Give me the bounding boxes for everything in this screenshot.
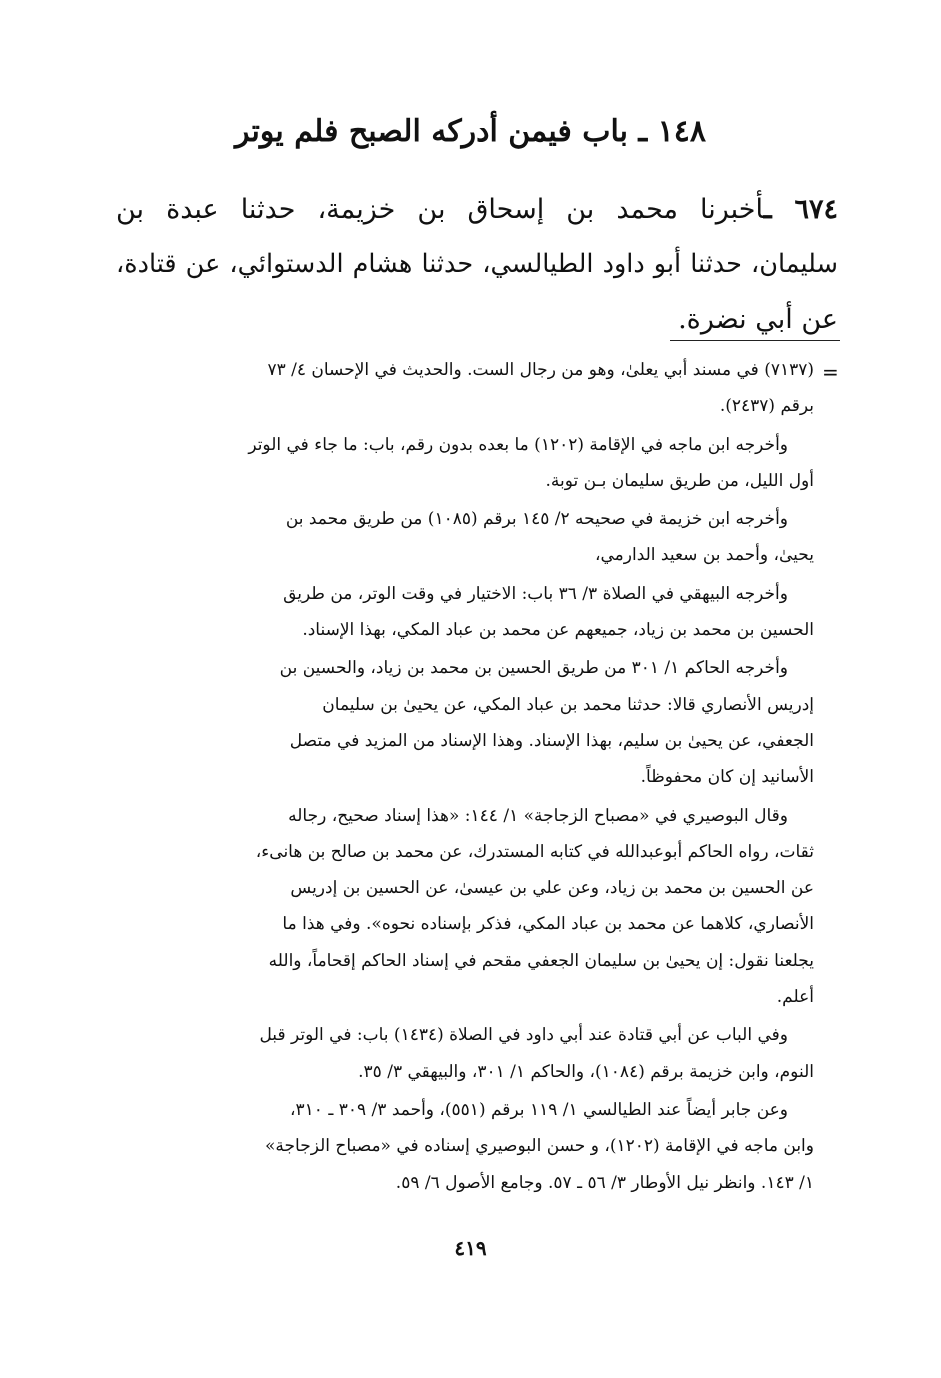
hadith-line: عن أبي نضرة. bbox=[678, 304, 838, 335]
footnote-line: وأخرجه البيهقي في الصلاة ٣/ ٣٦ باب: الاختيار في وقت الوتر، من طريق bbox=[283, 583, 788, 604]
footnote-line: وقال البوصيري في «مصباح الزجاجة» ١/ ١٤٤: «هذا إسناد صحيح، رجاله bbox=[288, 805, 788, 826]
footnotes bbox=[118, 352, 814, 1203]
footnote-line: الجعفي، عن يحيىٰ بن سليم، بهذا الإسناد. وهذا الإسناد من المزيد في متصل bbox=[289, 730, 814, 751]
hadith-text bbox=[116, 182, 838, 347]
footnote-line: وفي الباب عن أبي قتادة عند أبي داود في الصلاة (١٤٣٤) باب: في الوتر قبل bbox=[259, 1025, 788, 1046]
hadith-number: ٦٧٤ ـ bbox=[763, 194, 839, 225]
footnote-line: وأخرجه ابن ماجه في الإقامة (١٢٠٢) ما بعده بدون رقم، باب: ما جاء في الوتر bbox=[248, 434, 788, 455]
continuation-mark: = bbox=[822, 360, 839, 384]
footnote-paragraph bbox=[118, 650, 814, 795]
footnote-line: ١/ ١٤٣. وانظر نيل الأوطار ٣/ ٥٦ ـ ٥٧. وجامع الأصول ٦/ ٥٩. bbox=[395, 1172, 814, 1193]
footnote-line: (٧١٣٧) في مسند أبي يعلىٰ، وهو من رجال الست. والحديث في الإحسان ٤/ ٧٣ bbox=[267, 360, 814, 380]
footnote-line: أول الليل، من طريق سليمان بـن توبة. bbox=[545, 470, 814, 491]
footnote-line: النوم، وابن خزيمة برقم (١٠٨٤)، والحاكم ١/ ٣٠١، والبيهقي ٣/ ٣٥. bbox=[358, 1061, 814, 1082]
footnote-line: إدريس الأنصاري قالا: حدثنا محمد بن عباد المكي، عن يحيىٰ بن سليمان bbox=[322, 694, 814, 715]
footnote-line: وأخرجه ابن خزيمة في صحيحه ٢/ ١٤٥ برقم (١٠٨٥) من طريق محمد بن bbox=[285, 509, 788, 530]
footnote-line: يجلعنا نقول: إن يحيىٰ بن سليمان الجعفي مقحم في إسناد الحاكم إقحاماً، والله bbox=[268, 950, 814, 971]
footnote-line: يحيىٰ، وأحمد بن سعيد الدارمي، bbox=[595, 545, 814, 566]
hadith-line bbox=[116, 182, 838, 237]
page-number: ٤١٩ bbox=[454, 1236, 487, 1260]
footnote-paragraph bbox=[118, 427, 814, 500]
footnote-line: وابن ماجه في الإقامة (١٢٠٢)، و حسن البوصيري إسناده في «مصباح الزجاجة» bbox=[265, 1136, 814, 1157]
footnote-line: برقم (٢٤٣٧). bbox=[719, 396, 814, 417]
footnote-separator bbox=[670, 340, 840, 341]
footnote-paragraph bbox=[118, 501, 814, 574]
footnote-paragraph bbox=[118, 576, 814, 649]
footnote-paragraph bbox=[118, 352, 814, 425]
footnote-line: الأسانيد إن كان محفوظاً. bbox=[640, 767, 814, 788]
footnote-line: وأخرجه الحاكم ١/ ٣٠١ من طريق الحسين بن محمد بن زياد، والحسين بن bbox=[279, 658, 788, 679]
hadith-line: سليمان، حدثنا أبو داود الطيالسي، حدثنا هشام الدستوائي، عن قتادة، bbox=[116, 249, 838, 279]
footnote-paragraph bbox=[118, 1017, 814, 1090]
footnote-line: ثقات، رواه الحاكم أبوعبدالله في كتابه المستدرك، عن محمد بن صالح بن هانىء، bbox=[255, 841, 814, 862]
chapter-heading: ١٤٨ ـ باب فيمن أدركه الصبح فلم يوتر bbox=[235, 114, 706, 149]
footnote-line: وعن جابر أيضاً عند الطيالسي ١/ ١١٩ برقم (٥٥١)، وأحمد ٣/ ٣٠٩ ـ ٣١٠، bbox=[290, 1099, 788, 1120]
footnote-paragraph bbox=[118, 1092, 814, 1201]
footnote-paragraph bbox=[118, 798, 814, 1016]
footnote-line: أعلم. bbox=[776, 987, 814, 1008]
footnote-line: الحسين بن محمد بن زياد، جميعهم عن محمد بن عباد المكي، بهذا الإسناد. bbox=[302, 620, 814, 641]
footnote-line: الأنصاري، كلاهما عن محمد بن عباد المكي، فذكر بإسناده نحوه». وفي هذا ما bbox=[282, 914, 814, 935]
footnote-line: عن الحسين بن محمد بن زياد، وعن علي بن عيسىٰ، عن الحسين بن إدريس bbox=[290, 878, 814, 899]
hadith-line-text: أخبرنا محمد بن إسحاق بن خزيمة، حدثنا عبدة بن bbox=[116, 194, 764, 225]
